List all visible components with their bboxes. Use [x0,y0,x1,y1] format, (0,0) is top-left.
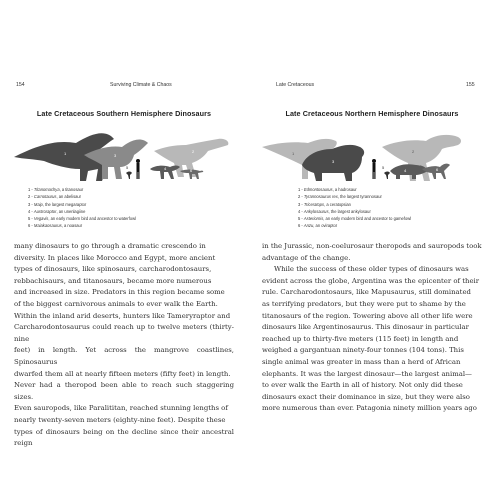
text-line: Even sauropods, like Paralititan, reached stunning lengths of [14,404,228,413]
text-line: Within the inland arid deserts, hunters like Tameryraptor and [14,311,231,320]
text-line: single animal was greater in mass than a herd of African [262,357,461,366]
text-line: Carcharodontosaurus could reach up to twelve meters (thirty-nine [14,323,234,343]
text-line: While the success of these older types of dinosaurs was [274,265,469,274]
figure-number: 3 [114,153,117,158]
text-line: Never had a theropod been able to reach such staggering sizes. [14,381,234,401]
figure-number: 2 [412,149,415,154]
figure-number: 5 [382,165,385,170]
legend-item: 5 - Asteriornis, an early modern bird and ancestor to gamefowl [298,216,412,222]
legend-item: 6 - Maiakaosaurus, a noasaur [28,223,83,229]
text-line: rule. Carcharodontosaurs, like Mapusaurus, still dominated [262,288,471,297]
figure-number: 4 [404,168,407,173]
text-line: to ever walk the Earth in all of history. Not only did these [262,381,463,390]
figure-title: Late Cretaceous Northern Hemisphere Dinosaurs [285,109,459,118]
text-line: many dinosaurs to go through a dramatic crescendo in [14,242,206,250]
dinosaur-silhouettes-figure [262,125,482,185]
vegavis-silhouette [126,172,132,180]
text-line: and increased in size. Predators in this region became some [14,288,225,297]
legend-item: 4 - Austroraptor, an unenlagiine [28,208,86,214]
text-line: in the Jurassic, non-coelurosaur theropods and sauropods took [262,242,482,250]
figure-legend [298,186,496,230]
legend-item: 1 - Edmontosaurus, a hadrosaur [298,187,357,192]
left-page-header [14,82,234,92]
text-line: advantage of the change. [262,253,351,262]
body-text [262,241,482,415]
figure-number: 1 [64,151,67,156]
text-line: more numerous than ever. Patagonia ninety million years ago [262,404,477,413]
text-line: weighed a gargantuan ninety-four tonnes (104 tons). This [262,346,464,355]
text-line: as terrifying predators, but they were put to shame by the [262,299,466,308]
legend-item: 1 - Titanomachya, a titanosaur [28,187,84,192]
text-line: nearly twenty-seven meters (eighty-nine feet). Despite these [14,415,226,424]
human-scale-figure [136,159,140,179]
figure-number: 4 [164,166,167,171]
left-page [14,0,234,496]
text-line: types of dinosaurs being on the decline since their ancestral reign [14,427,234,448]
figure-number: 5 [126,165,129,170]
text-line: diversity. In places like Morocco and Egypt, more ancient [14,253,216,262]
text-line: titanosaurs of the region. Towering above all other life were [262,311,473,320]
figure-number: 2 [192,149,195,154]
running-title: Late Cretaceous [276,82,315,88]
body-text [14,241,234,450]
page-number: 155 [466,82,475,88]
text-line: rebbachisaurs, and titanosaurs, became more numerous [14,276,212,285]
text-line: types of dinosaurs, like spinosaurs, carcharodontosaurs, [14,265,212,274]
ankylosaurus-silhouette [390,164,428,179]
text-line: dinosaurs exact their dominance in size, but they were also [262,392,470,401]
human-scale-figure [372,159,376,179]
legend-item: 5 - Vegavis, an early modern bird and ancestor to waterfowl [28,216,136,222]
figure-number: 6 [436,167,439,172]
text-line: reached up to thirty-five meters (115 feet) in length and [262,334,459,343]
right-page-header [262,82,482,92]
legend-item: 2 - Carnotaurus, an abelisaur [28,194,82,200]
legend-item: 3 - Maip, the largest megaraptor [28,201,87,207]
text-line: of the biggest carnivorous animals to ever walk the Earth. [14,299,218,308]
text-line: evident across the globe, Argentina was the epicenter of their [262,276,480,285]
text-line: dinosaurs like Argentinosaurus. This dinosaur in particular [262,323,469,332]
right-page [262,0,482,496]
page-number: 154 [16,82,25,88]
figure-title: Late Cretaceous Southern Hemisphere Dinosaurs [36,109,212,118]
asteriornis-silhouette [384,172,390,180]
figure-number: 3 [332,159,335,164]
dinosaur-silhouettes-figure [14,125,234,185]
running-title: Surviving Climate & Chaos [110,82,172,88]
text-line: feet) in length. Yet across the mangrove coastlines, Spinosaurus [14,346,234,366]
text-line: elephants. It was the largest dinosaur—the largest animal— [262,369,472,378]
legend-item: 4 - Ankylosaurus, the largest ankylosaur [298,208,371,214]
figure-number: 1 [292,151,295,156]
text-line: dwarfed them all at nearly fifteen meters (fifty feet) in length. [14,369,231,378]
figure-number: 6 [190,168,193,173]
figure-legend [28,186,228,230]
legend-item: 6 - Anzu, an oviraptor [298,223,338,229]
legend-item: 2 - Tyrannosaurus rex, the largest tyrannosaur [298,194,382,200]
legend-item: 3 - Triceratops, a ceratopsian [298,201,351,207]
